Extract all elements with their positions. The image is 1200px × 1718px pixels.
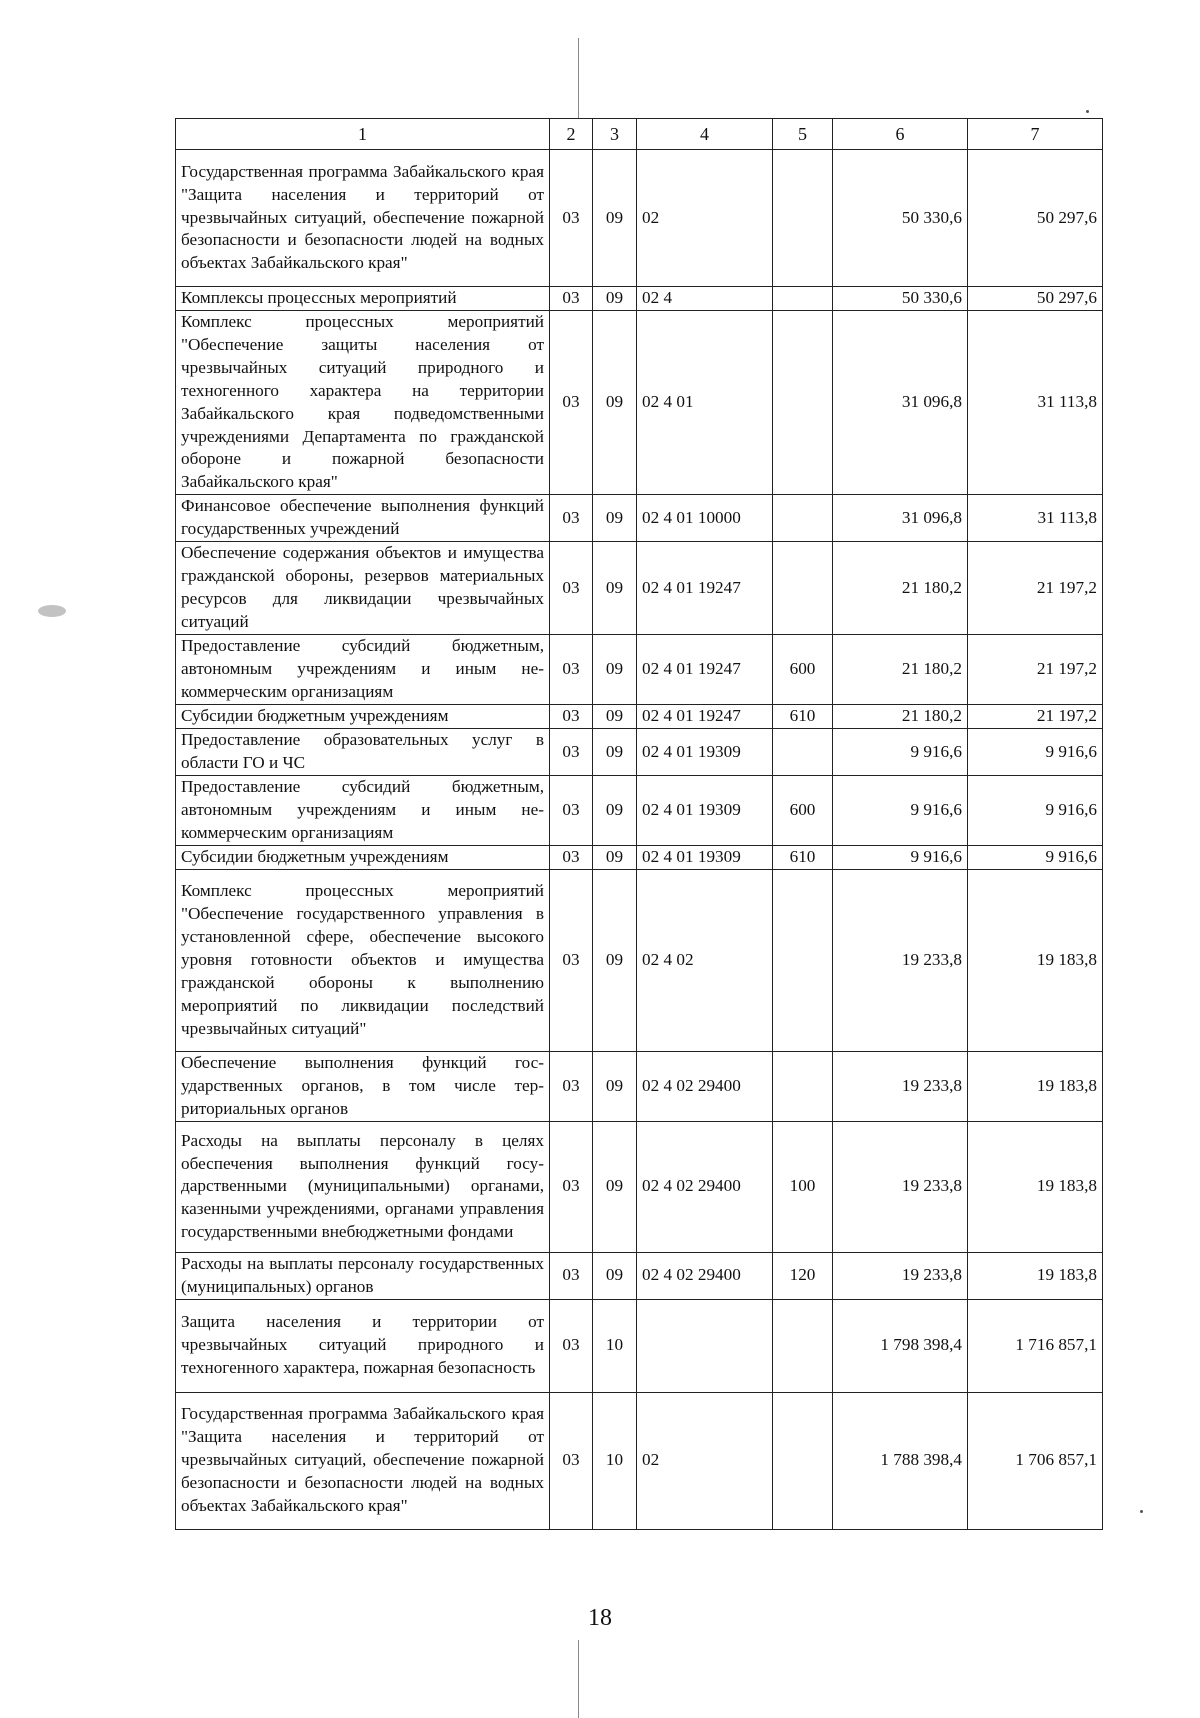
table-row xyxy=(176,635,1103,705)
target-article-code: 02 4 01 19309 xyxy=(637,775,773,845)
amount-year-1: 19 233,8 xyxy=(833,869,968,1051)
column-header-3: 3 xyxy=(593,119,637,150)
binding-line-bottom xyxy=(578,1640,579,1718)
row-name: Расходы на выплаты персоналу государственных (муниципальных) органов xyxy=(176,1252,550,1299)
subsection-code: 09 xyxy=(593,542,637,635)
amount-year-1: 19 233,8 xyxy=(833,1051,968,1121)
table-row xyxy=(176,729,1103,776)
section-code: 03 xyxy=(550,869,593,1051)
target-article-code: 02 4 01 10000 xyxy=(637,495,773,542)
section-code: 03 xyxy=(550,1252,593,1299)
expense-type-code: 600 xyxy=(773,775,833,845)
section-code: 03 xyxy=(550,1392,593,1529)
amount-year-1: 21 180,2 xyxy=(833,542,968,635)
amount-year-2: 1 716 857,1 xyxy=(968,1299,1103,1392)
subsection-code: 09 xyxy=(593,1121,637,1252)
row-name: Предоставление субсидий бюджетным, автономным учреждениям и иным некоммерческим организациям xyxy=(176,635,550,705)
section-code: 03 xyxy=(550,311,593,495)
target-article-code: 02 4 01 19247 xyxy=(637,635,773,705)
column-header-5: 5 xyxy=(773,119,833,150)
subsection-code: 09 xyxy=(593,729,637,776)
section-code: 03 xyxy=(550,635,593,705)
column-header-6: 6 xyxy=(833,119,968,150)
subsection-code: 09 xyxy=(593,311,637,495)
row-name: Обеспечение содержания объектов и имущества гражданской обороны, резервов материальных ресурсов для ликвидации чрезвычайных ситуаций xyxy=(176,542,550,635)
expense-type-code xyxy=(773,869,833,1051)
amount-year-2: 21 197,2 xyxy=(968,542,1103,635)
subsection-code: 09 xyxy=(593,1051,637,1121)
row-name: Комплекс процессных мероприятий "Обеспечение государственного управления в установленной сфере, обеспечение высокого уровня готовности объектов и имущества гражданской обороны к выполнению мероприятий по ликвидации последствий чрезвычайных ситуаций" xyxy=(176,869,550,1051)
target-article-code: 02 xyxy=(637,150,773,287)
amount-year-1: 31 096,8 xyxy=(833,311,968,495)
table-row xyxy=(176,1252,1103,1299)
subsection-code: 09 xyxy=(593,495,637,542)
amount-year-2: 19 183,8 xyxy=(968,869,1103,1051)
amount-year-1: 50 330,6 xyxy=(833,287,968,311)
subsection-code: 09 xyxy=(593,150,637,287)
amount-year-1: 1 788 398,4 xyxy=(833,1392,968,1529)
row-name: Субсидии бюджетным учреждениям xyxy=(176,705,550,729)
table-row xyxy=(176,287,1103,311)
expense-type-code: 610 xyxy=(773,705,833,729)
target-article-code: 02 4 02 29400 xyxy=(637,1121,773,1252)
table-row xyxy=(176,869,1103,1051)
subsection-code: 09 xyxy=(593,635,637,705)
target-article-code: 02 4 01 19309 xyxy=(637,729,773,776)
table-row xyxy=(176,1121,1103,1252)
expense-type-code xyxy=(773,287,833,311)
target-article-code: 02 4 01 xyxy=(637,311,773,495)
row-name: Обеспечение выполнения функций государственных органов, в том числе территориальных органов xyxy=(176,1051,550,1121)
scan-speck xyxy=(1086,110,1089,113)
amount-year-1: 19 233,8 xyxy=(833,1252,968,1299)
subsection-code: 10 xyxy=(593,1392,637,1529)
target-article-code: 02 4 xyxy=(637,287,773,311)
table-row xyxy=(176,495,1103,542)
table-row xyxy=(176,845,1103,869)
subsection-code: 10 xyxy=(593,1299,637,1392)
expense-type-code: 100 xyxy=(773,1121,833,1252)
column-header-4: 4 xyxy=(637,119,773,150)
table-body xyxy=(176,150,1103,1530)
section-code: 03 xyxy=(550,495,593,542)
target-article-code: 02 4 02 xyxy=(637,869,773,1051)
amount-year-1: 21 180,2 xyxy=(833,635,968,705)
row-name: Государственная программа Забайкальского края "Защита населения и территорий от чрезвычайных ситуаций, обеспечение пожарной безопасности и безопасности людей на водных объектах Забайкальского края" xyxy=(176,1392,550,1529)
expense-type-code: 600 xyxy=(773,635,833,705)
row-name: Защита населения и территории от чрезвычайных ситуаций природного и техногенного характера, пожарная безопасность xyxy=(176,1299,550,1392)
scan-speck xyxy=(1140,1510,1143,1513)
table-row xyxy=(176,775,1103,845)
subsection-code: 09 xyxy=(593,1252,637,1299)
row-name: Расходы на выплаты персоналу в целях обеспечения выполнения функций государственными (муниципальными) органами, казенными учреждениями, органами управления государственными внебюджетными фондами xyxy=(176,1121,550,1252)
column-header-1: 1 xyxy=(176,119,550,150)
amount-year-2: 21 197,2 xyxy=(968,635,1103,705)
amount-year-2: 9 916,6 xyxy=(968,845,1103,869)
row-name: Финансовое обеспечение выполнения функций государственных учреждений xyxy=(176,495,550,542)
budget-table xyxy=(175,118,1103,1530)
row-name: Комплекс процессных мероприятий "Обеспечение защиты населения от чрезвычайных ситуаций природного и техногенного характера на территории Забайкальского края подведомственными учреждениями Департамента по гражданской обороне и пожарной безопасности Забайкальского края" xyxy=(176,311,550,495)
section-code: 03 xyxy=(550,705,593,729)
table-row xyxy=(176,705,1103,729)
subsection-code: 09 xyxy=(593,775,637,845)
target-article-code: 02 xyxy=(637,1392,773,1529)
table-row xyxy=(176,542,1103,635)
binding-line-top xyxy=(578,38,579,118)
expense-type-code xyxy=(773,495,833,542)
table-row xyxy=(176,1051,1103,1121)
expense-type-code: 120 xyxy=(773,1252,833,1299)
target-article-code: 02 4 01 19309 xyxy=(637,845,773,869)
amount-year-1: 9 916,6 xyxy=(833,729,968,776)
subsection-code: 09 xyxy=(593,705,637,729)
amount-year-1: 19 233,8 xyxy=(833,1121,968,1252)
expense-type-code xyxy=(773,1392,833,1529)
subsection-code: 09 xyxy=(593,845,637,869)
table-row xyxy=(176,311,1103,495)
section-code: 03 xyxy=(550,150,593,287)
row-name: Комплексы процессных мероприятий xyxy=(176,287,550,311)
expense-type-code xyxy=(773,729,833,776)
table-row xyxy=(176,1392,1103,1529)
row-name: Субсидии бюджетным учреждениям xyxy=(176,845,550,869)
amount-year-2: 50 297,6 xyxy=(968,150,1103,287)
header-row xyxy=(176,119,1103,150)
column-header-2: 2 xyxy=(550,119,593,150)
expense-type-code xyxy=(773,311,833,495)
section-code: 03 xyxy=(550,1121,593,1252)
section-code: 03 xyxy=(550,542,593,635)
table-row xyxy=(176,150,1103,287)
expense-type-code xyxy=(773,150,833,287)
page-number: 18 xyxy=(588,1605,612,1631)
section-code: 03 xyxy=(550,1299,593,1392)
expense-type-code: 610 xyxy=(773,845,833,869)
amount-year-2: 19 183,8 xyxy=(968,1051,1103,1121)
scan-speck xyxy=(38,605,66,617)
amount-year-1: 31 096,8 xyxy=(833,495,968,542)
column-header-7: 7 xyxy=(968,119,1103,150)
amount-year-1: 1 798 398,4 xyxy=(833,1299,968,1392)
section-code: 03 xyxy=(550,775,593,845)
amount-year-2: 9 916,6 xyxy=(968,729,1103,776)
amount-year-2: 31 113,8 xyxy=(968,495,1103,542)
amount-year-1: 50 330,6 xyxy=(833,150,968,287)
row-name: Государственная программа Забайкальского края "Защита населения и территорий от чрезвычайных ситуаций, обеспечение пожарной безопасности и безопасности людей на водных объектах Забайкальского края" xyxy=(176,150,550,287)
expense-type-code xyxy=(773,1051,833,1121)
section-code: 03 xyxy=(550,287,593,311)
amount-year-1: 9 916,6 xyxy=(833,845,968,869)
expense-type-code xyxy=(773,542,833,635)
amount-year-2: 50 297,6 xyxy=(968,287,1103,311)
target-article-code: 02 4 01 19247 xyxy=(637,705,773,729)
section-code: 03 xyxy=(550,729,593,776)
expense-type-code xyxy=(773,1299,833,1392)
target-article-code: 02 4 01 19247 xyxy=(637,542,773,635)
section-code: 03 xyxy=(550,845,593,869)
target-article-code: 02 4 02 29400 xyxy=(637,1051,773,1121)
target-article-code xyxy=(637,1299,773,1392)
amount-year-2: 19 183,8 xyxy=(968,1252,1103,1299)
amount-year-2: 9 916,6 xyxy=(968,775,1103,845)
amount-year-2: 31 113,8 xyxy=(968,311,1103,495)
row-name: Предоставление образовательных услуг в области ГО и ЧС xyxy=(176,729,550,776)
subsection-code: 09 xyxy=(593,869,637,1051)
target-article-code: 02 4 02 29400 xyxy=(637,1252,773,1299)
amount-year-2: 21 197,2 xyxy=(968,705,1103,729)
subsection-code: 09 xyxy=(593,287,637,311)
amount-year-1: 9 916,6 xyxy=(833,775,968,845)
table-row xyxy=(176,1299,1103,1392)
amount-year-1: 21 180,2 xyxy=(833,705,968,729)
section-code: 03 xyxy=(550,1051,593,1121)
row-name: Предоставление субсидий бюджетным, автономным учреждениям и иным некоммерческим организациям xyxy=(176,775,550,845)
amount-year-2: 1 706 857,1 xyxy=(968,1392,1103,1529)
amount-year-2: 19 183,8 xyxy=(968,1121,1103,1252)
